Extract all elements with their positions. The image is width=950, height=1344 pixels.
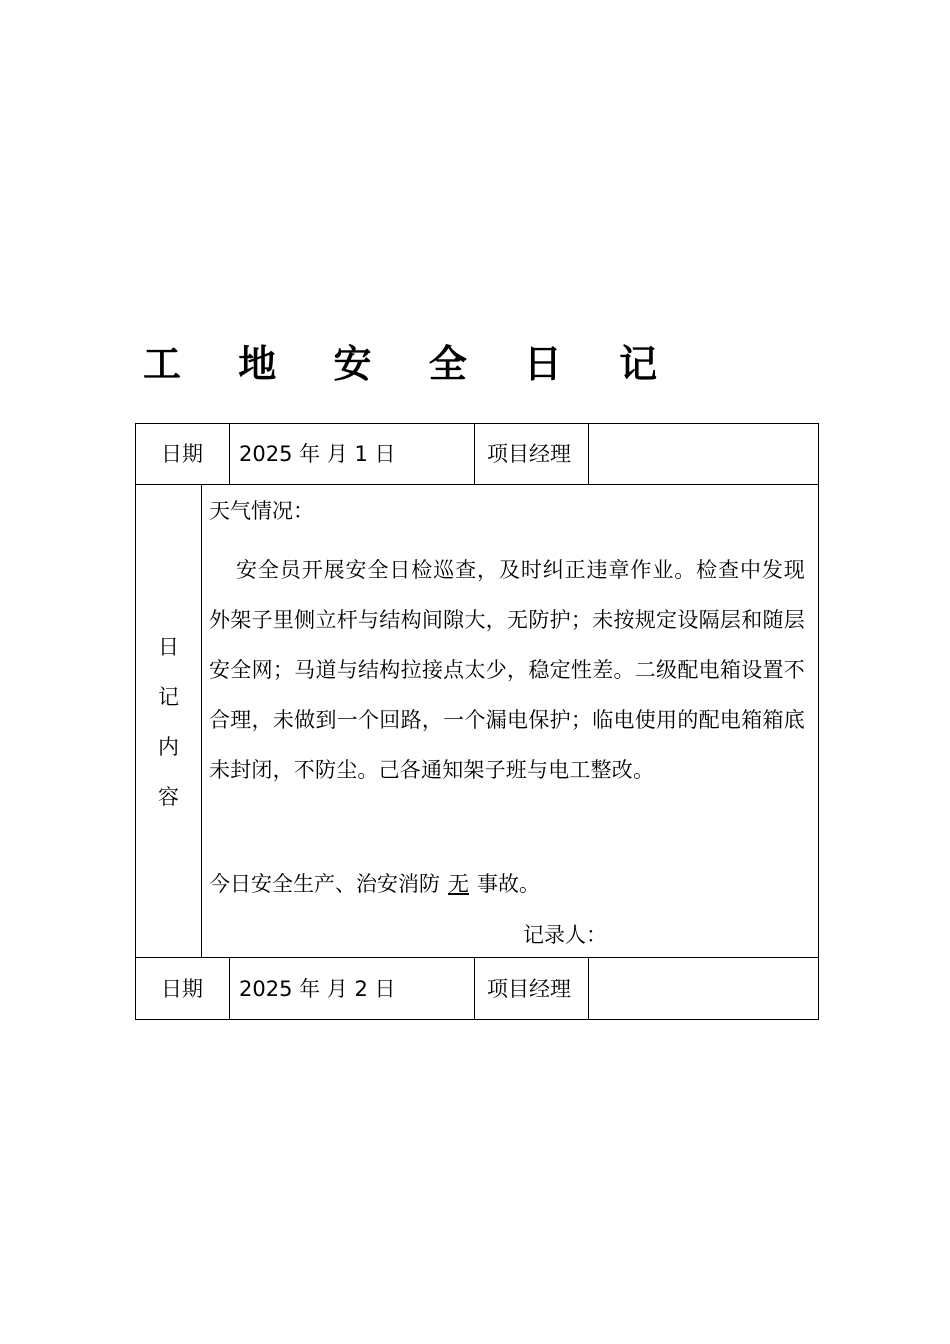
diary-body-text: 安全员开展安全日检巡查，及时纠正违章作业。检查中发现外架子里侧立杆与结构间隙大，无防护；未按规定设隔层和随层安全网；马道与结构拉接点太少，稳定性差。二级配电箱设置不合理，未做到一个回路，一个漏电保护；临电使用的配电箱箱底未封闭，不防尘。己各通知架子班与电工整改。: [209, 558, 805, 782]
diary-content: [209, 496, 805, 896]
row1-divider-b: [474, 423, 475, 484]
weather-label: 天气情况：: [209, 499, 314, 523]
row1-divider-c: [588, 423, 589, 484]
accident-value: 无: [448, 872, 469, 896]
accident-suffix: 事故。: [477, 872, 540, 896]
diary-label-char: 内: [158, 735, 179, 759]
diary-label-char: 容: [158, 785, 179, 809]
table-border-top: [135, 423, 819, 424]
table-border-right: [818, 423, 819, 1020]
diary-label-char: 日: [158, 635, 179, 659]
row1-divider-a: [229, 423, 230, 484]
row2-divider-b: [474, 957, 475, 1019]
table-divider-row2: [135, 957, 819, 958]
row2-manager-label: 项目经理: [487, 977, 571, 1001]
diary-label-divider: [201, 484, 202, 957]
table-border-bottom: [135, 1019, 819, 1020]
row2-date-label: 日期: [161, 977, 203, 1001]
row1-manager-label: 项目经理: [487, 442, 571, 466]
row1-date-label: 日期: [161, 442, 203, 466]
row2-divider-a: [229, 957, 230, 1019]
accident-prefix: 今日安全生产、治安消防: [209, 872, 440, 896]
accident-statement: [209, 869, 540, 899]
table-divider-row1: [135, 484, 819, 485]
row2-divider-c: [588, 957, 589, 1019]
recorder-label: 记录人：: [523, 923, 607, 947]
diary-label-char: 记: [158, 685, 179, 709]
page-title: 工 地 安 全 日 记: [143, 342, 680, 386]
row2-date-value: 2025 年 月 2 日: [239, 977, 396, 1001]
row1-date-value: 2025 年 月 1 日: [239, 442, 396, 466]
diary-content-label: [136, 630, 201, 830]
